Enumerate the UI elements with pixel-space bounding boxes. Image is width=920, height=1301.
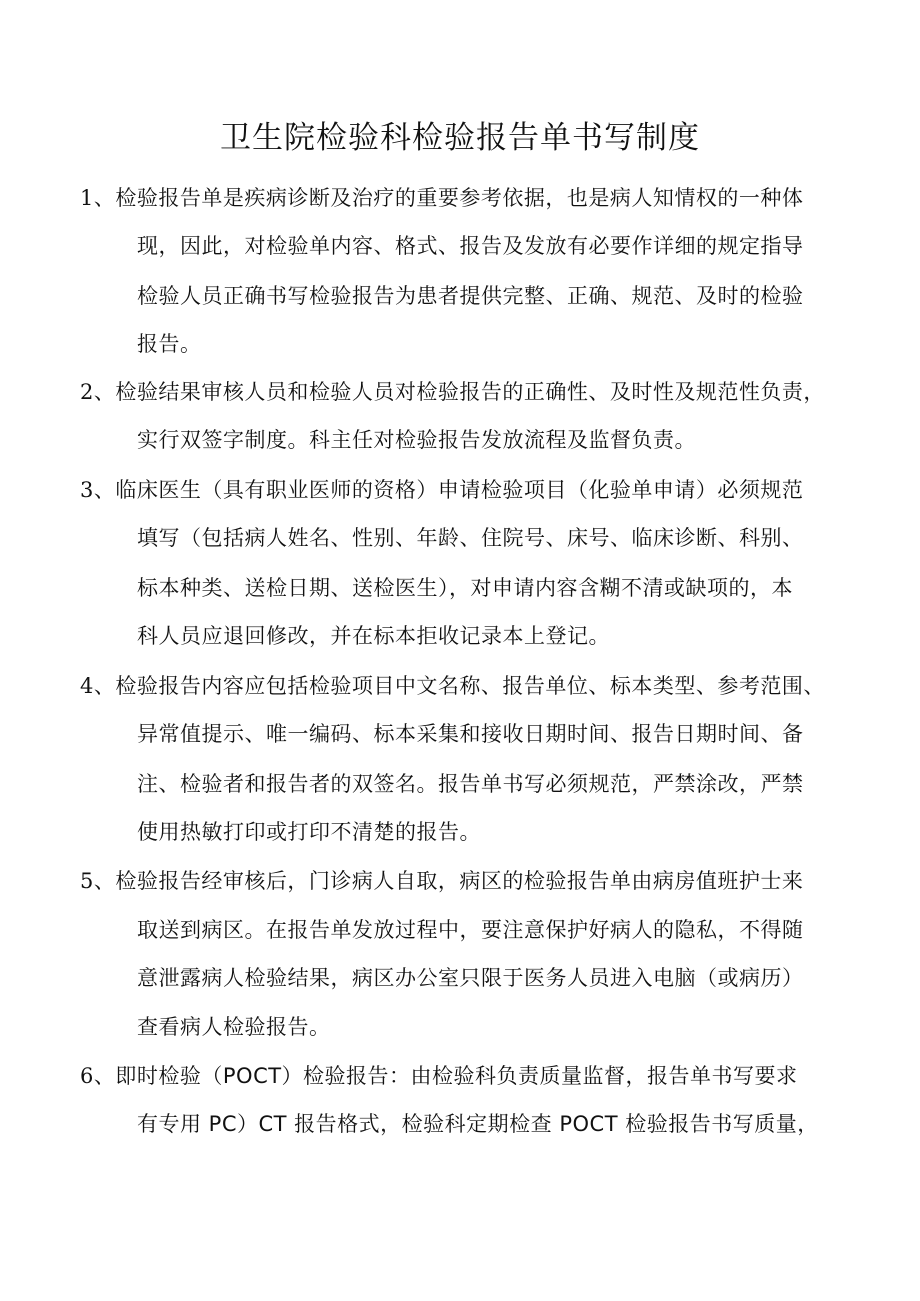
item-line-text: 查看病人检验报告。: [137, 1015, 331, 1039]
item-line: [80, 183, 803, 213]
item-line-text: 报告。: [137, 332, 202, 356]
item-line-text: 使用热敏打印或打印不清楚的报告。: [137, 820, 481, 844]
item-line-text: 有专用 PC）CT 报告格式，检验科定期检查 POCT 检验报告书写质量，: [137, 1112, 819, 1136]
item-line: [80, 671, 825, 701]
item-line-text: 填写（包括病人姓名、性别、年龄、住院号、床号、临床诊断、科别、: [137, 526, 804, 550]
item-number: 1: [80, 186, 94, 210]
item-line-text: 检验人员正确书写检验报告为患者提供完整、正确、规范、及时的检验: [137, 284, 804, 308]
item-line-text: 注、检验者和报告者的双签名。报告单书写必须规范，严禁涂改，严禁: [137, 772, 804, 796]
item-line-text: 意泄露病人检验结果，病区办公室只限于医务人员进入电脑（或病历）: [137, 966, 804, 990]
item-line-text: 、检验报告内容应包括检验项目中文名称、报告单位、标本类型、参考范围、: [93, 674, 825, 698]
item-line-text: 科人员应退回修改，并在标本拒收记录本上登记。: [137, 624, 610, 648]
item-line: [80, 866, 803, 896]
item-number: 4: [80, 674, 94, 698]
item-line: [80, 377, 825, 407]
item-line-text: 、即时检验（POCT）检验报告：由检验科负责质量监督，报告单书写要求: [93, 1064, 798, 1088]
item-line-text: 、临床医生（具有职业医师的资格）申请检验项目（化验单申请）必须规范: [93, 478, 804, 502]
item-line: [80, 475, 803, 505]
item-line-text: 、检验报告经审核后，门诊病人自取，病区的检验报告单由病房值班护士来: [93, 869, 804, 893]
item-line-text: 现，因此，对检验单内容、格式、报告及发放有必要作详细的规定指导: [137, 234, 804, 258]
item-line-text: 标本种类、送检日期、送检医生），对申请内容含糊不清或缺项的，本: [137, 576, 793, 600]
item-line-text: 实行双签字制度。科主任对检验报告发放流程及监督负责。: [137, 428, 696, 452]
item-number: 5: [80, 869, 94, 893]
item-number: 3: [80, 478, 94, 502]
item-line-text: 取送到病区。在报告单发放过程中，要注意保护好病人的隐私，不得随: [137, 918, 804, 942]
item-line-text: 、检验结果审核人员和检验人员对检验报告的正确性、及时性及规范性负责，: [93, 380, 825, 404]
item-line: [80, 1061, 798, 1091]
item-line-text: 、检验报告单是疾病诊断及治疗的重要参考依据，也是病人知情权的一种体: [93, 186, 804, 210]
item-number: 6: [80, 1064, 94, 1088]
item-number: 2: [80, 380, 94, 404]
item-line-text: 异常值提示、唯一编码、标本采集和接收日期时间、报告日期时间、备: [137, 722, 804, 746]
page-title: 卫生院检验科检验报告单书写制度: [220, 120, 700, 156]
